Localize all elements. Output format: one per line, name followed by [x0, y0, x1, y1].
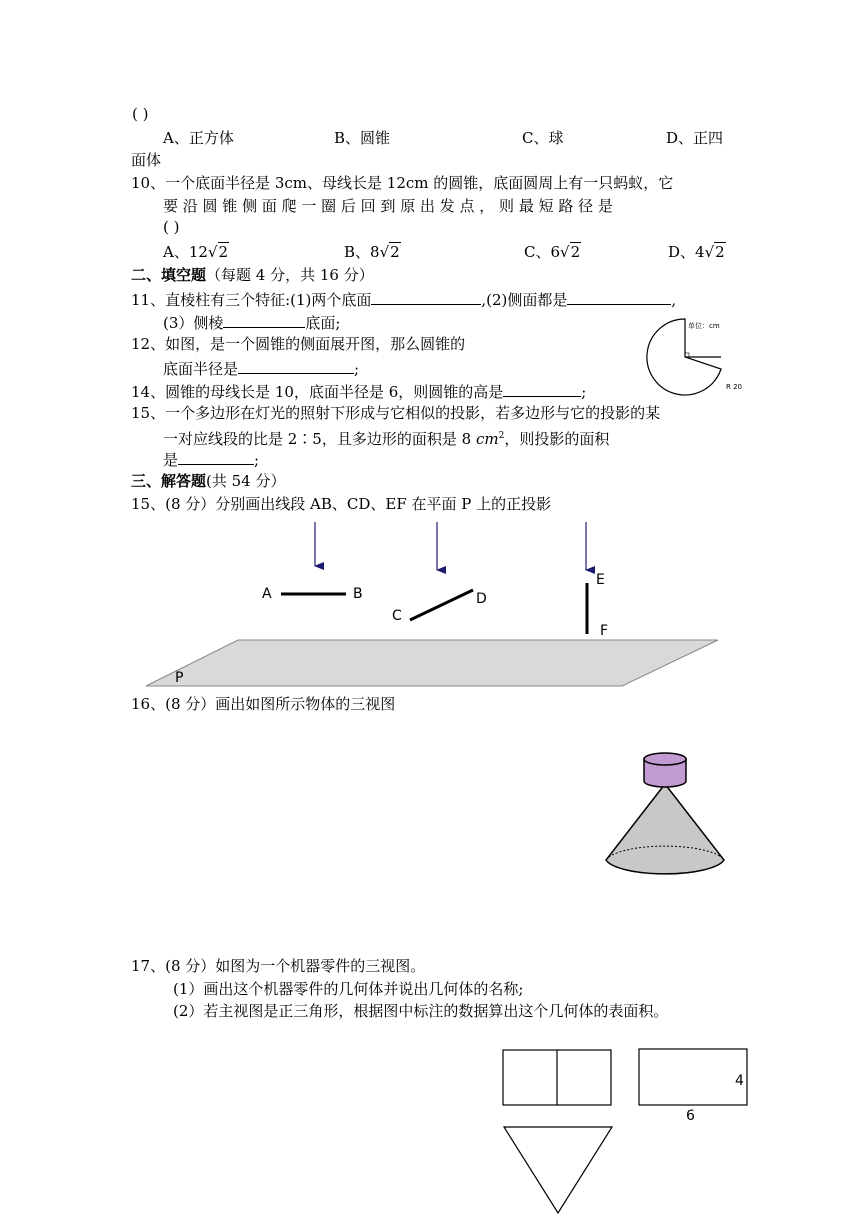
q11-blank-1: [371, 288, 481, 305]
q14-line: 14、圆锥的母线长是 10，底面半径是 6，则圆锥的高是 ;: [131, 380, 586, 402]
q15a-line3: 是 ;: [163, 448, 259, 470]
sector-figure: [630, 312, 750, 412]
q17-line1: 17、(8 分）如图为一个机器零件的三视图。: [131, 957, 426, 975]
segment-cd: [410, 590, 473, 620]
q11-blank-2: [567, 288, 671, 305]
q15a-line1: 15、一个多边形在灯光的照射下形成与它相似的投影，若多边形与它的投影的某: [131, 404, 661, 422]
label-c: C: [392, 608, 402, 624]
q10-line2: 要 沿 圆 锥 侧 面 爬 一 圈 后 回 到 原 出 发 点 ， 则 最 短 路 径 是: [163, 197, 613, 215]
q10-line1: 10、一个底面半径是 3cm、母线长是 12cm 的圆锥，底面圆周上有一只蚂蚁，它: [131, 174, 674, 192]
q12-line1: 12、如图，是一个圆锥的侧面展开图，那么圆锥的: [131, 335, 466, 353]
sector-unit-label: 单位：cm: [688, 322, 720, 330]
top-view: [504, 1127, 612, 1213]
q9-option-b: B、圆锥: [334, 129, 391, 147]
q17-line2: (1）画出这个机器零件的几何体并说出几何体的名称;: [173, 980, 524, 998]
label-width: 6: [686, 1108, 695, 1124]
side-view: [639, 1049, 747, 1105]
sector-radius-label: R 20: [726, 383, 742, 391]
cone-cylinder-figure: [598, 748, 728, 888]
label-f: F: [600, 623, 609, 639]
three-views-figure: [0, 1040, 860, 1216]
q15b-line: 15、(8 分）分别画出线段 AB、CD、EF 在平面 P 上的正投影: [131, 495, 552, 513]
q9-option-a: A、正方体: [163, 129, 234, 147]
label-height: 4: [735, 1073, 744, 1089]
q12-line2: 底面半径是 ;: [163, 357, 359, 379]
q11-blank-3: [223, 311, 305, 328]
q10-option-d: D、4√2: [668, 243, 725, 261]
label-b: B: [353, 586, 363, 602]
q9-paren: ( ): [132, 105, 149, 123]
label-p: P: [175, 670, 184, 686]
q16-line: 16、(8 分）画出如图所示物体的三视图: [131, 695, 396, 713]
plane-p: [146, 640, 718, 686]
label-d: D: [476, 591, 487, 607]
q10-line3: ( ): [163, 218, 180, 236]
q14-blank: [503, 380, 581, 397]
q15a-blank: [178, 448, 254, 465]
q9-option-c: C、球: [522, 129, 564, 147]
q9-wrap: 面体: [131, 151, 162, 169]
q10-option-c: C、6√2: [524, 243, 581, 261]
section3-heading: 三、解答题(共 54 分）: [131, 472, 286, 490]
q12-blank: [238, 357, 354, 374]
q11-line1: 11、直棱柱有三个特征:(1)两个底面 ,(2)侧面都是 ,: [131, 288, 676, 310]
label-a: A: [262, 586, 272, 602]
q10-option-a: A、12√2: [163, 243, 229, 261]
projection-figure: [0, 510, 860, 690]
q10-option-b: B、8√2: [344, 243, 400, 261]
q17-line3: (2）若主视图是正三角形，根据图中标注的数据算出这个几何体的表面积。: [173, 1002, 669, 1020]
q15a-line2: 一对应线段的比是 2∶5，且多边形的面积是 8 $cm^2$，则投影的面积: [163, 430, 610, 448]
q9-option-d: D、正四: [666, 129, 724, 147]
label-e: E: [596, 572, 605, 588]
q11-line2: (3）侧棱 底面;: [163, 311, 340, 333]
section2-heading: 二、填空题（每题 4 分，共 16 分）: [131, 266, 374, 284]
